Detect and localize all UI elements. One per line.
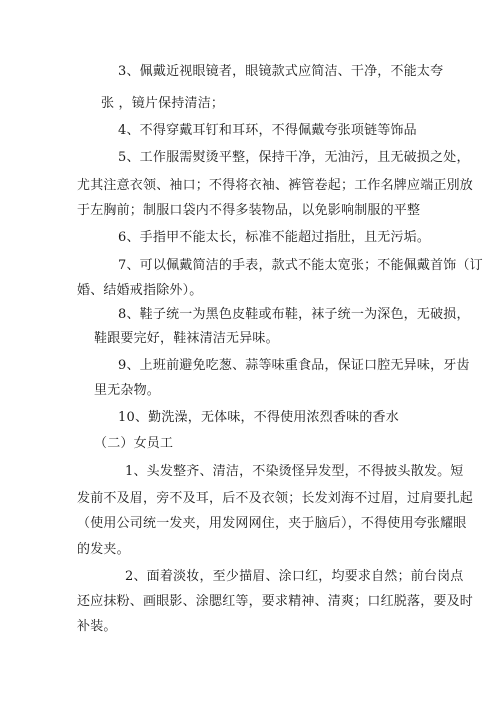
female-item-2-line-1: 2、面着淡妆，至少描眉、涂口红，均要求自然；前台岗点 [125, 569, 464, 584]
item-3-line-1: 3、佩戴近视眼镜者，眼镜款式应简洁、干净，不能太夸 [118, 64, 444, 79]
item-4-line-1: 4、不得穿戴耳钉和耳环，不得佩戴夸张项链等饰品 [118, 123, 417, 138]
female-item-2-line-2: 还应抹粉、画眼影、涂腮红等，要求精神、清爽；口红脱落，要及时 [77, 594, 474, 609]
item-5-line-3: 于左胸前；制服口袋内不得多装物品，以免影响制服的平整 [77, 203, 421, 218]
female-item-1-line-2: 发前不及眉，旁不及耳，后不及衣领；长发刘海不过眉，过肩要扎起 [77, 491, 474, 506]
item-7-line-1: 7、可以佩戴简洁的手表，款式不能太宽张；不能佩戴首饰（订 [118, 258, 483, 273]
item-9-line-2: 里无杂物。 [94, 383, 161, 398]
item-7-line-2: 婚、结婚戒指除外）。 [77, 283, 203, 298]
item-5-line-2: 尤其注意衣领、袖口；不得将衣袖、裤管卷起；工作名牌应端正別放 [77, 178, 474, 193]
female-item-2-line-3: 补装。 [77, 619, 117, 634]
item-6-line-1: 6、手指甲不能太长，标准不能超过指肚，且无污垢。 [118, 230, 431, 245]
item-10-line-1: 10、勤洗澡，无体味，不得使用浓烈香味的香水 [118, 410, 399, 425]
item-8-line-2: 鞋跟要完好，鞋袜清洁无异味。 [94, 331, 279, 346]
item-8-line-1: 8、鞋子统一为黑色皮鞋或布鞋，袜子统一为深色，无破损， [118, 307, 470, 322]
item-5-line-1: 5、工作服需熨烫平整，保持干净，无油污，且无破损之处， [118, 150, 470, 165]
item-3-line-2: 张 ，镜片保持清洁； [101, 96, 225, 111]
female-item-1-line-4: 的发夹。 [77, 542, 130, 557]
female-item-1-line-3: （使用公司统一发夹，用发网网住，夹于脑后），不得使用夸张耀眼 [77, 516, 467, 531]
female-item-1-line-1: 1、头发整齐、清洁，不染烫怪异发型，不得披头散发。短 [125, 464, 464, 479]
item-9-line-1: 9、上班前避免吃葱、蒜等味重食品，保证口腔无异味，牙齿 [118, 358, 470, 373]
section-heading-female-staff: （二）女员工 [94, 436, 174, 451]
